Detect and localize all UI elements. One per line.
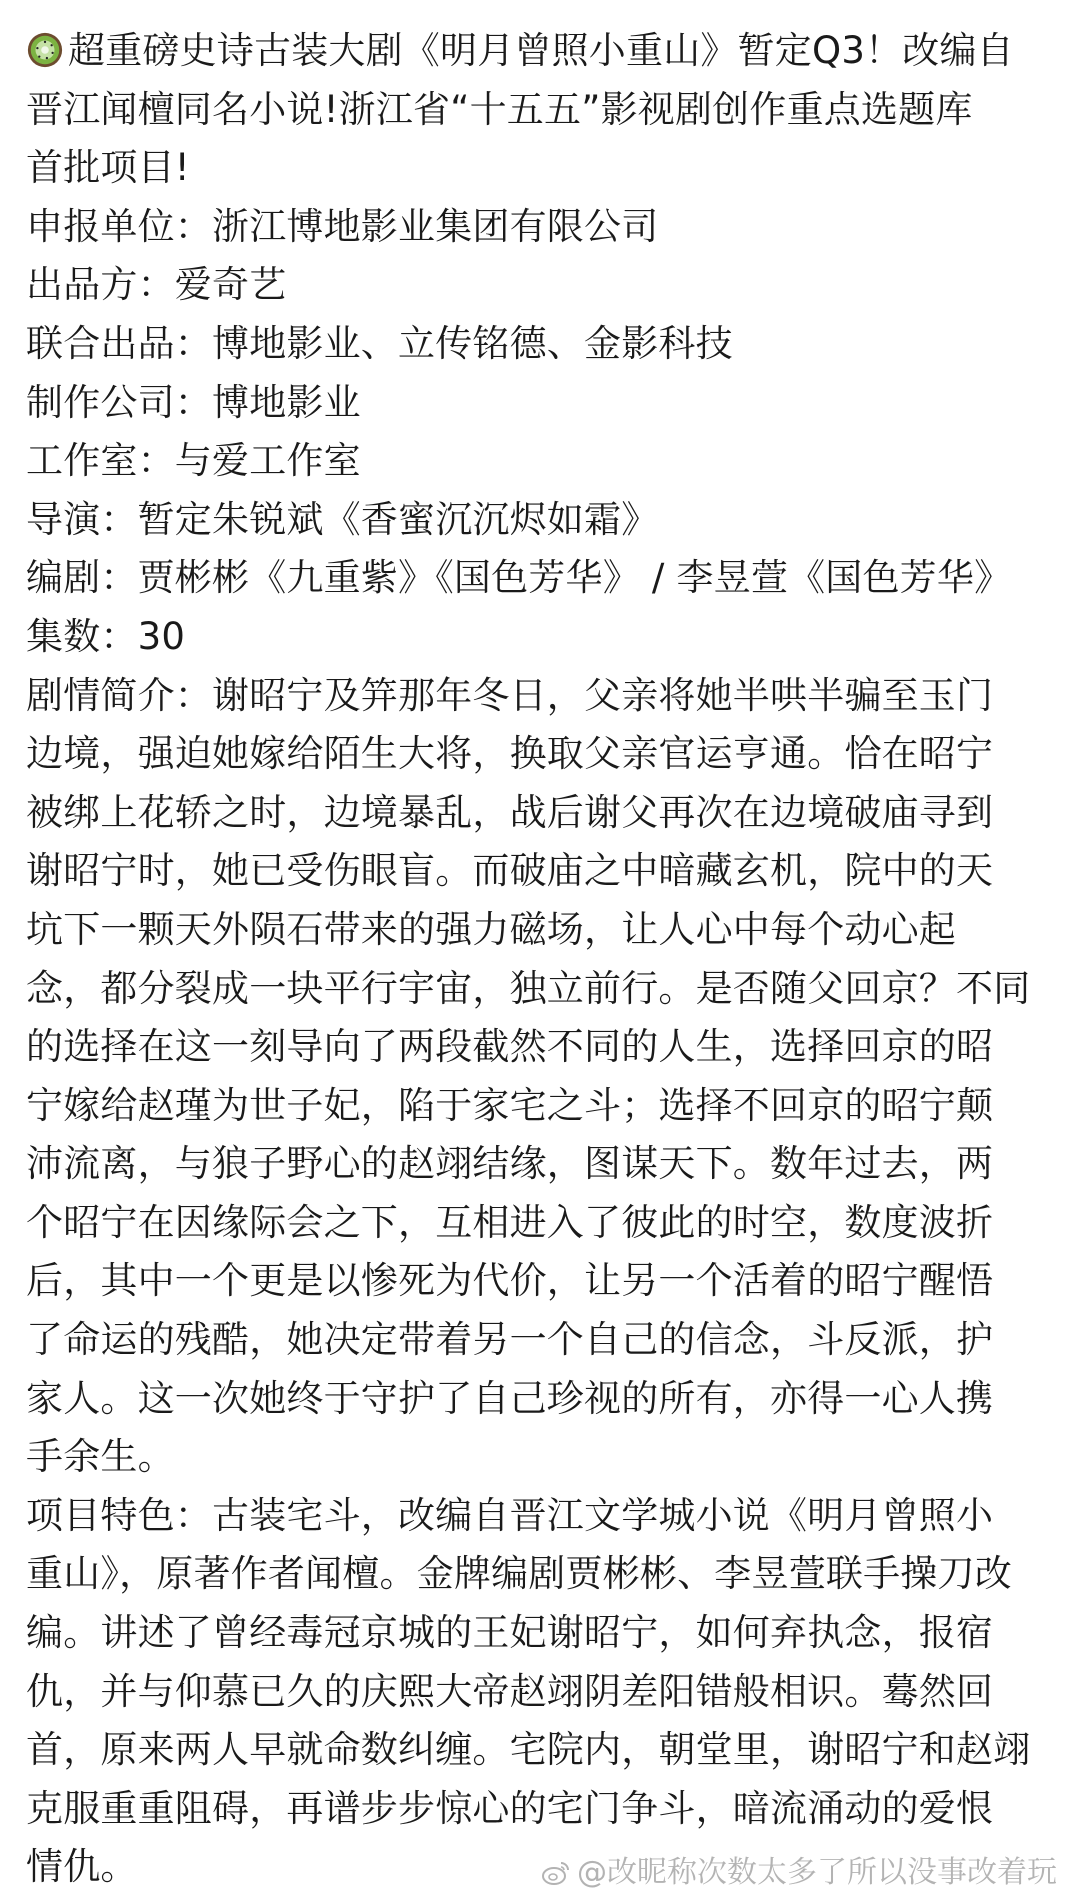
- episodes-line: 集数：30: [26, 614, 186, 658]
- director-line: 导演：暂定朱锐斌《香蜜沉沉烬如霜》: [26, 497, 659, 541]
- features-line: 重山》，原著作者闻檀。金牌编剧贾彬彬、李昱萱联手操刀改: [26, 1552, 1012, 1596]
- features-line: 编。讲述了曾经毒冠京城的王妃谢昭宁，如何弃执念，报宿: [26, 1611, 994, 1655]
- weibo-watermark: [541, 1855, 1057, 1891]
- post-line-text: 超重磅史诗古装大剧《明月曾照小重山》暂定Q3！改编自: [68, 29, 1014, 72]
- synopsis-line: 宁嫁给赵瑾为世子妃，陷于家宅之斗；选择不回京的昭宁颠: [26, 1083, 994, 1127]
- synopsis-line: 沛流离，与狼子野心的赵翊结缘，图谋天下。数年过去，两: [26, 1142, 994, 1186]
- producer-line: 出品方：爱奇艺: [26, 263, 287, 307]
- synopsis-line: 手余生。: [26, 1435, 175, 1479]
- production-company-line: 制作公司：博地影业: [26, 380, 361, 424]
- synopsis-line: 的选择在这一刻导向了两段截然不同的人生，选择回京的昭: [26, 1025, 994, 1069]
- applicant-line: 申报单位：浙江博地影业集团有限公司: [26, 204, 659, 248]
- synopsis-line: 念，都分裂成一块平行宇宙，独立前行。是否随父回京？不同: [26, 966, 1031, 1010]
- post-line-1: [26, 22, 1055, 81]
- kiwi-icon: [26, 31, 64, 69]
- weibo-icon: [541, 1860, 571, 1886]
- features-line: 克服重重阻碍，再谱步步惊心的宅门争斗，暗流涌动的爱恨: [26, 1786, 994, 1830]
- features-line: 仇，并与仰慕已久的庆熙大帝赵翊阴差阳错般相识。蓦然回: [26, 1669, 994, 1713]
- screenwriter-line: 编剧：贾彬彬《九重紫》《国色芳华》 / 李昱萱《国色芳华》: [26, 556, 1012, 600]
- synopsis-line: 坑下一颗天外陨石带来的强力磁场，让人心中每个动心起: [26, 907, 956, 951]
- synopsis-line: 了命运的残酷，她决定带着另一个自己的信念，斗反派，护: [26, 1318, 994, 1362]
- post-line-2: 晋江闻檀同名小说!浙江省“十五五”影视剧创作重点选题库: [26, 87, 973, 131]
- synopsis-line: 后，其中一个更是以惨死为代价，让另一个活着的昭宁醒悟: [26, 1259, 994, 1303]
- features-line: 情仇。: [26, 1845, 138, 1889]
- synopsis-line: 被绑上花轿之时，边境暴乱，战后谢父再次在边境破庙寻到: [26, 790, 994, 834]
- watermark-text: @改昵称次数太多了所以没事改着玩: [577, 1855, 1057, 1890]
- features-line: 项目特色：古装宅斗，改编自晋江文学城小说《明月曾照小: [26, 1493, 994, 1537]
- co-producer-line: 联合出品：博地影业、立传铭德、金影科技: [26, 321, 733, 365]
- features-line: 首，原来两人早就命数纠缠。宅院内，朝堂里，谢昭宁和赵翊: [26, 1728, 1031, 1772]
- synopsis-line: 剧情简介：谢昭宁及笄那年冬日，父亲将她半哄半骗至玉门: [26, 673, 994, 717]
- synopsis-line: 家人。这一次她终于守护了自己珍视的所有，亦得一心人携: [26, 1376, 994, 1420]
- synopsis-line: 个昭宁在因缘际会之下，互相进入了彼此的时空，数度波折: [26, 1200, 994, 1244]
- synopsis-line: 边境，强迫她嫁给陌生大将，换取父亲官运亨通。恰在昭宁: [26, 732, 994, 776]
- studio-line: 工作室：与爱工作室: [26, 439, 361, 483]
- synopsis-line: 谢昭宁时，她已受伤眼盲。而破庙之中暗藏玄机，院中的天: [26, 849, 994, 893]
- post-line-3: 首批项目!: [26, 146, 190, 190]
